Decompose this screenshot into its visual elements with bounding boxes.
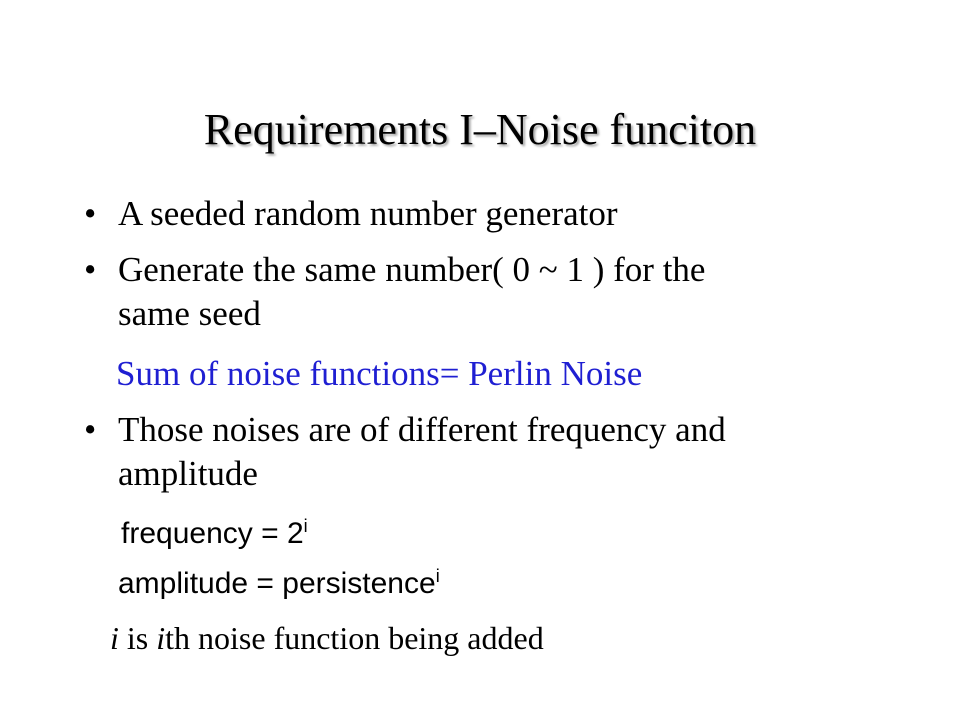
amplitude-exponent: i (435, 566, 440, 586)
index-var: i (110, 620, 119, 656)
ith-var: i (156, 620, 166, 656)
bullet-marker: • (84, 194, 97, 233)
perlin-noise-highlight: Sum of noise functions= Perlin Noise (116, 354, 643, 393)
slide-title: Requirements I–Noise funciton (203, 105, 757, 154)
amplitude-formula-text: amplitude = persistence (118, 567, 436, 600)
bullet-2-line-1: Generate the same number( 0 ~ 1 ) for the (118, 250, 706, 289)
frequency-formula (121, 512, 308, 556)
bullet-3-line-1: Those noises are of different frequency and (118, 410, 726, 449)
bullet-marker: • (84, 250, 97, 289)
bullet-3-line-2: amplitude (118, 454, 258, 493)
frequency-formula-text: frequency = 2 (121, 517, 304, 550)
bullet-marker: • (84, 410, 97, 449)
index-note-mid: is (118, 620, 157, 656)
frequency-exponent: i (303, 516, 308, 536)
index-note (110, 616, 544, 660)
bullet-1-text: A seeded random number generator (118, 194, 618, 233)
index-note-rest: th noise function being added (165, 620, 544, 656)
amplitude-formula (118, 562, 440, 606)
bullet-2-line-2: same seed (118, 294, 261, 333)
